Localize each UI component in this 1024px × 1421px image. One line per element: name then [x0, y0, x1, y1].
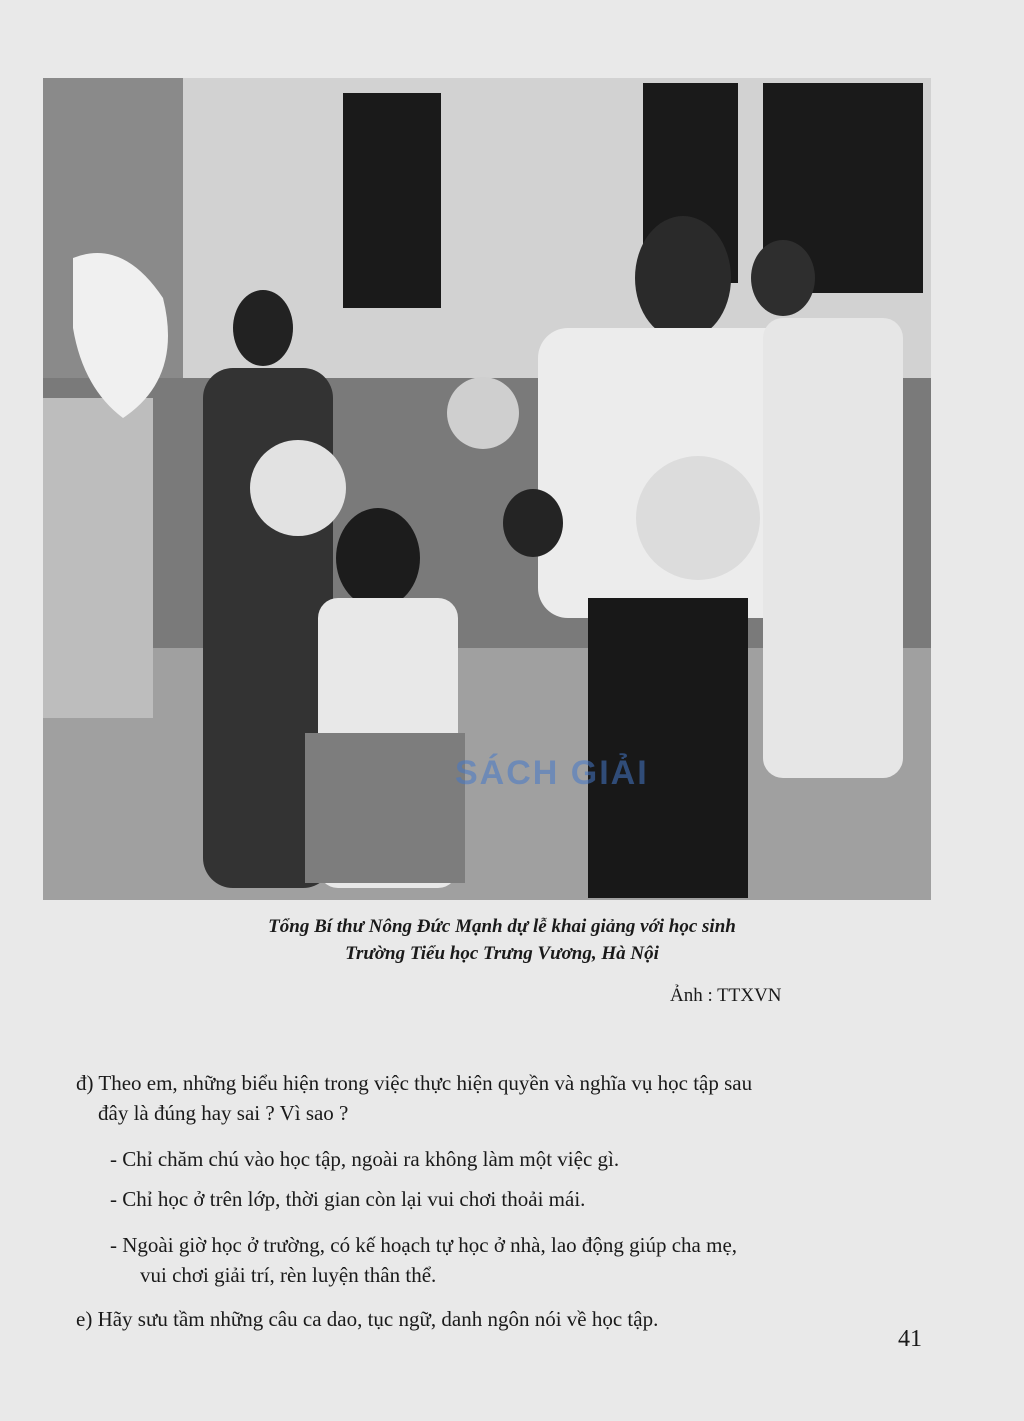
bullet-text: - Ngoài giờ học ở trường, có kế hoạch tự học ở nhà, lao động giúp cha mẹ,: [110, 1233, 738, 1257]
photo-credit: Ảnh : TTXVN: [670, 985, 782, 1006]
bullet-text: - Chỉ học ở trên lớp, thời gian còn lại vui chơi thoải mái.: [110, 1187, 586, 1211]
caption-line-2: Trường Tiểu học Trưng Vương, Hà Nội: [345, 943, 659, 964]
question-d-line-2: đây là đúng hay sai ? Vì sao ?: [98, 1101, 349, 1125]
bullet-item: [110, 1184, 940, 1214]
news-photo: [43, 78, 931, 900]
question-d: [76, 1068, 936, 1128]
question-e: e) Hãy sưu tầm những câu ca dao, tục ngữ, danh ngôn nói về học tập.: [76, 1307, 659, 1331]
bullet-text: - Chỉ chăm chú vào học tập, ngoài ra không làm một việc gì.: [110, 1147, 620, 1171]
page-number: 41: [898, 1326, 922, 1352]
bullet-item: [110, 1230, 940, 1290]
caption-line-1: Tổng Bí thư Nông Đức Mạnh dự lễ khai giảng với học sinh: [268, 916, 736, 937]
bullet-text-continuation: vui chơi giải trí, rèn luyện thân thể.: [140, 1263, 437, 1287]
question-d-line-1: đ) Theo em, những biểu hiện trong việc thực hiện quyền và nghĩa vụ học tập sau: [76, 1071, 753, 1095]
watermark-text: SÁCH GIẢI: [455, 754, 649, 792]
bullet-item: [110, 1144, 940, 1174]
photo-caption: [0, 913, 1024, 967]
